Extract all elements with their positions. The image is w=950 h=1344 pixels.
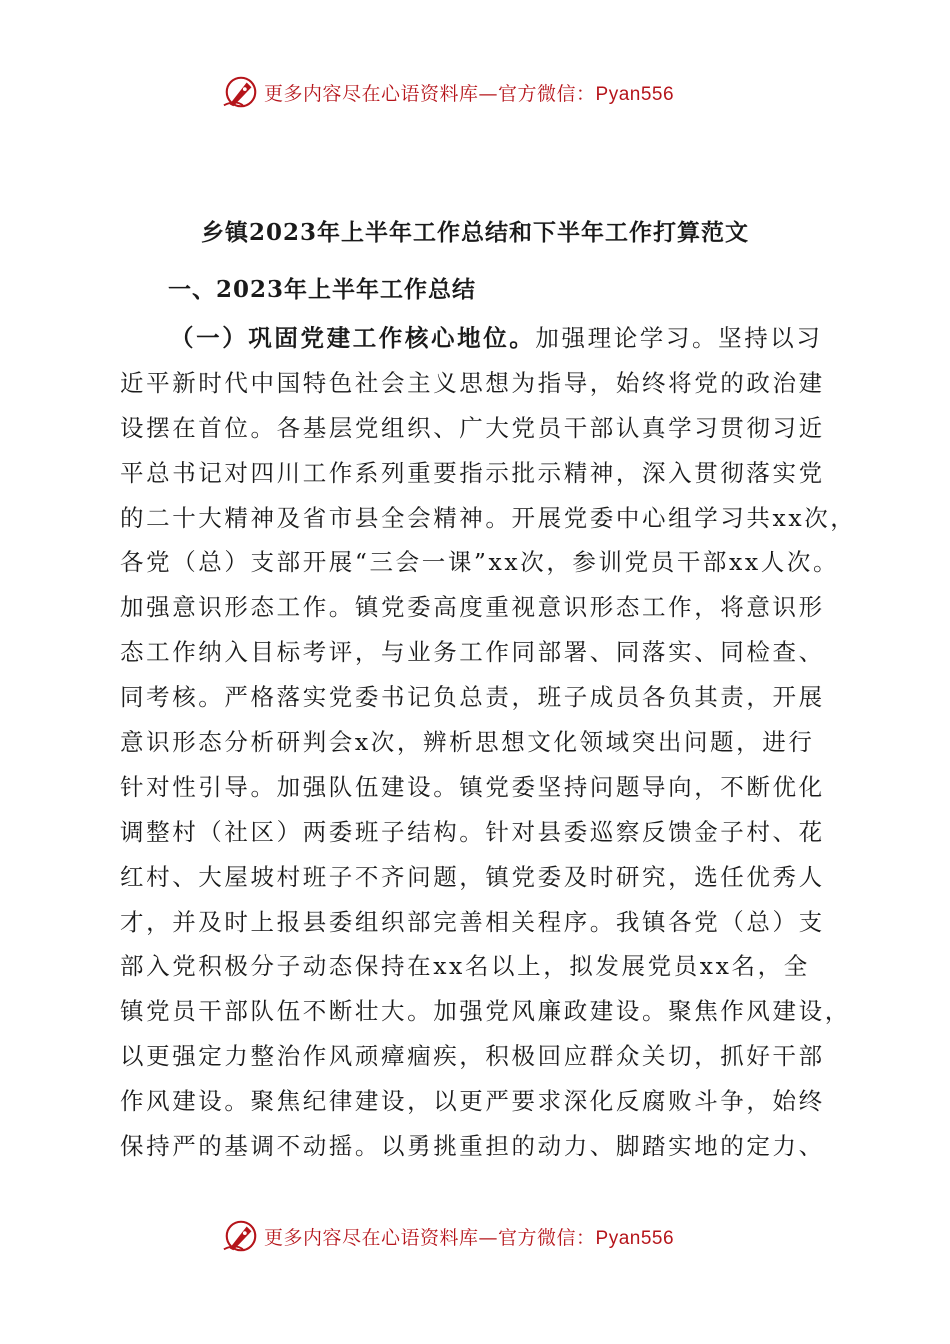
watermark-text: 更多内容尽在心语资料库—官方微信：Pyan556 <box>264 1226 675 1249</box>
paragraph-line: 平总书记对四川工作系列重要指示批示精神，深入贯彻落实党 <box>120 458 825 487</box>
paragraph-line: 调整村（社区）两委班子结构。针对县委巡察反馈金子村、花 <box>120 817 825 846</box>
body-paragraph <box>120 316 857 1169</box>
paragraph-line: 态工作纳入目标考评，与业务工作同部署、同落实、同检查、 <box>120 638 825 667</box>
paragraph-line: 镇党员干部队伍不断壮大。加强党风廉政建设。聚焦作风建设， <box>120 997 851 1026</box>
paragraph-line: 针对性引导。加强队伍建设。镇党委坚持问题导向，不断优化 <box>120 772 825 801</box>
watermark-handle: Pyan556 <box>595 1227 675 1249</box>
paragraph-line: 设摆在首位。各基层党组织、广大党员干部认真学习贯彻习近 <box>120 413 825 442</box>
paragraph-line: 加强意识形态工作。镇党委高度重视意识形态工作，将意识形 <box>120 593 825 622</box>
watermark-handle: Pyan556 <box>595 83 675 105</box>
paragraph-line: 作风建设。聚焦纪律建设，以更严要求深化反腐败斗争，始终 <box>120 1087 825 1116</box>
subheading: （一）巩固党建工作核心地位。 <box>170 324 536 352</box>
pen-nib-circle-icon <box>222 73 260 111</box>
paragraph-line: 以更强定力整治作风顽瘴痼疾，积极回应群众关切，抓好干部 <box>120 1042 825 1071</box>
section-heading: 一、2023年上半年工作总结 <box>168 276 477 303</box>
paragraph-line: （一）巩固党建工作核心地位。加强理论学习。坚持以习 <box>170 324 823 352</box>
paragraph-line: 意识形态分析研判会x次，辨析思想文化领域突出问题，进行 <box>120 728 815 757</box>
paragraph-line: 红村、大屋坡村班子不齐问题，镇党委及时研究，选任优秀人 <box>120 862 825 891</box>
paragraph-line: 保持严的基调不动摇。以勇挑重担的动力、脚踏实地的定力、 <box>120 1132 825 1161</box>
watermark-text: 更多内容尽在心语资料库—官方微信：Pyan556 <box>264 82 675 105</box>
pen-nib-circle-icon <box>222 1217 260 1255</box>
paragraph-line: 各党（总）支部开展“三会一课”xx次，参训党员干部xx人次。 <box>120 548 840 577</box>
paragraph-line: 才，并及时上报县委组织部完善相关程序。我镇各党（总）支 <box>120 907 825 936</box>
paragraph-line: 同考核。严格落实党委书记负总责，班子成员各负其责，开展 <box>120 683 825 712</box>
watermark-banner-top <box>222 72 674 112</box>
paragraph-line: 的二十大精神及省市县全会精神。开展党委中心组学习共xx次， <box>120 503 857 532</box>
paragraph-line: 近平新时代中国特色社会主义思想为指导，始终将党的政治建 <box>120 368 825 397</box>
paragraph-line: 部入党积极分子动态保持在xx名以上，拟发展党员xx名，全 <box>120 952 810 981</box>
document-title: 乡镇2023年上半年工作总结和下半年工作打算范文 <box>200 219 749 246</box>
watermark-banner-bottom <box>222 1216 674 1256</box>
